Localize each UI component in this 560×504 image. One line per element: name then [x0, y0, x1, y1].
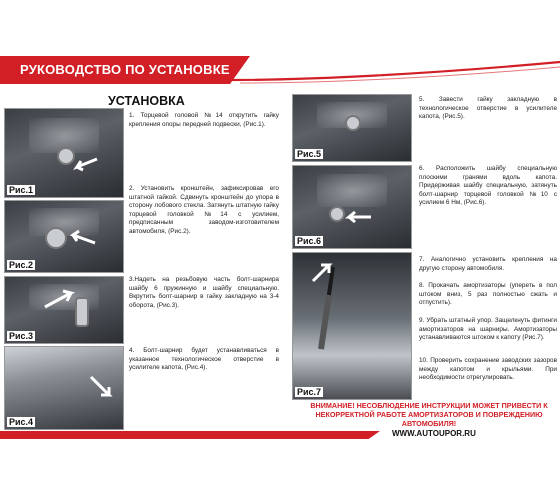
arrow-icon	[345, 210, 373, 224]
arrow-icon	[43, 287, 77, 309]
step-8-text: 8. Прокачать амортизаторы (упереть в пол штоком вниз, 5 раз полностью сжать и отпустить).	[419, 282, 557, 307]
figure-label: Рис.7	[297, 387, 322, 397]
footer-website-link[interactable]: WWW.AUTOUPOR.RU	[392, 429, 476, 438]
warning-text: ВНИМАНИЕ! НЕСОБЛЮДЕНИЕ ИНСТРУКЦИИ МОЖЕТ ПРИВЕСТИ К НЕКОРРЕКТНОЙ РАБОТЕ АМОРТИЗАТОРОВ И ПОВРЕЖДЕНИЮ АВТОМОБИЛЯ!	[310, 401, 548, 428]
step-2-text: 2. Установить кронштейн, зафиксировав его штатной гайкой. Сдвинуть кронштейн до упора в сторону лобового стекла. Затянуть штатную гайку торцевой головкой №14 с усилием, предписанным заводом-изготовителем автомобиля, (Рис.2).	[129, 185, 279, 235]
step-6-text: 6. Расположить шайбу специальную плоскими гранями вдоль капота. Придерживая шайбу специальную, затянуть болт-шарнир торцевой головкой №10 с усилием 6 Нм, (Рис.6).	[419, 165, 557, 207]
photo-fig-4	[4, 346, 124, 430]
page-title: РУКОВОДСТВО ПО УСТАНОВКЕ	[20, 62, 230, 77]
figure-label: Рис.1	[9, 185, 34, 195]
figure-label: Рис.5	[297, 149, 322, 159]
photo-fig-5	[292, 94, 412, 162]
figure-label: Рис.4	[9, 417, 34, 427]
header-swoosh-decoration	[230, 60, 560, 84]
step-5-text: 5. Завести гайку закладную в технологическое отверстие в усилителе капота, (Рис.5).	[419, 96, 557, 121]
photo-fig-6	[292, 165, 412, 249]
arrow-icon	[311, 259, 335, 283]
step-1-text: 1. Торцевой головой №14 открутить гайку крепления опоры передней подвески, (Рис.1).	[129, 112, 279, 128]
photo-fig-7	[292, 252, 412, 400]
figure-label: Рис.6	[297, 236, 322, 246]
footer	[0, 428, 560, 442]
step-4-text: 4. Болт-шарнир будет устанавливаться в указанное технологическое отверстие в усилителе капота, (Рис.4).	[129, 347, 279, 372]
step-9-text: 9. Убрать штатный упор. Защелкнуть фитинги амортизаторов на шарниры. Амортизаторы устанавливаются штоком к капоту (Рис.7).	[419, 317, 557, 342]
header-banner	[0, 56, 560, 84]
photo-fig-1	[4, 108, 124, 198]
step-7-text: 7. Аналогично установить крепления на другую сторону автомобиля.	[419, 256, 557, 272]
arrow-icon	[89, 375, 115, 399]
arrow-icon	[71, 157, 99, 173]
figure-label: Рис.3	[9, 331, 34, 341]
photo-fig-3	[4, 276, 124, 344]
section-title: УСТАНОВКА	[108, 94, 185, 108]
step-10-text: 10. Проверить сохранение заводских зазоров между капотом и крыльями. При необходимости отрегулировать.	[419, 357, 557, 382]
arrow-icon	[67, 229, 97, 247]
photo-fig-2	[4, 200, 124, 273]
step-3-text: 3.Надеть на резьбовую часть болт-шарнира шайбу 6 пружинную и шайбу специальную. Вкрутить болт-шарнир в гайку закладную на 3-4 оборота, (Рис.3).	[129, 276, 279, 309]
figure-label: Рис.2	[9, 260, 34, 270]
footer-red-bar	[0, 431, 380, 439]
